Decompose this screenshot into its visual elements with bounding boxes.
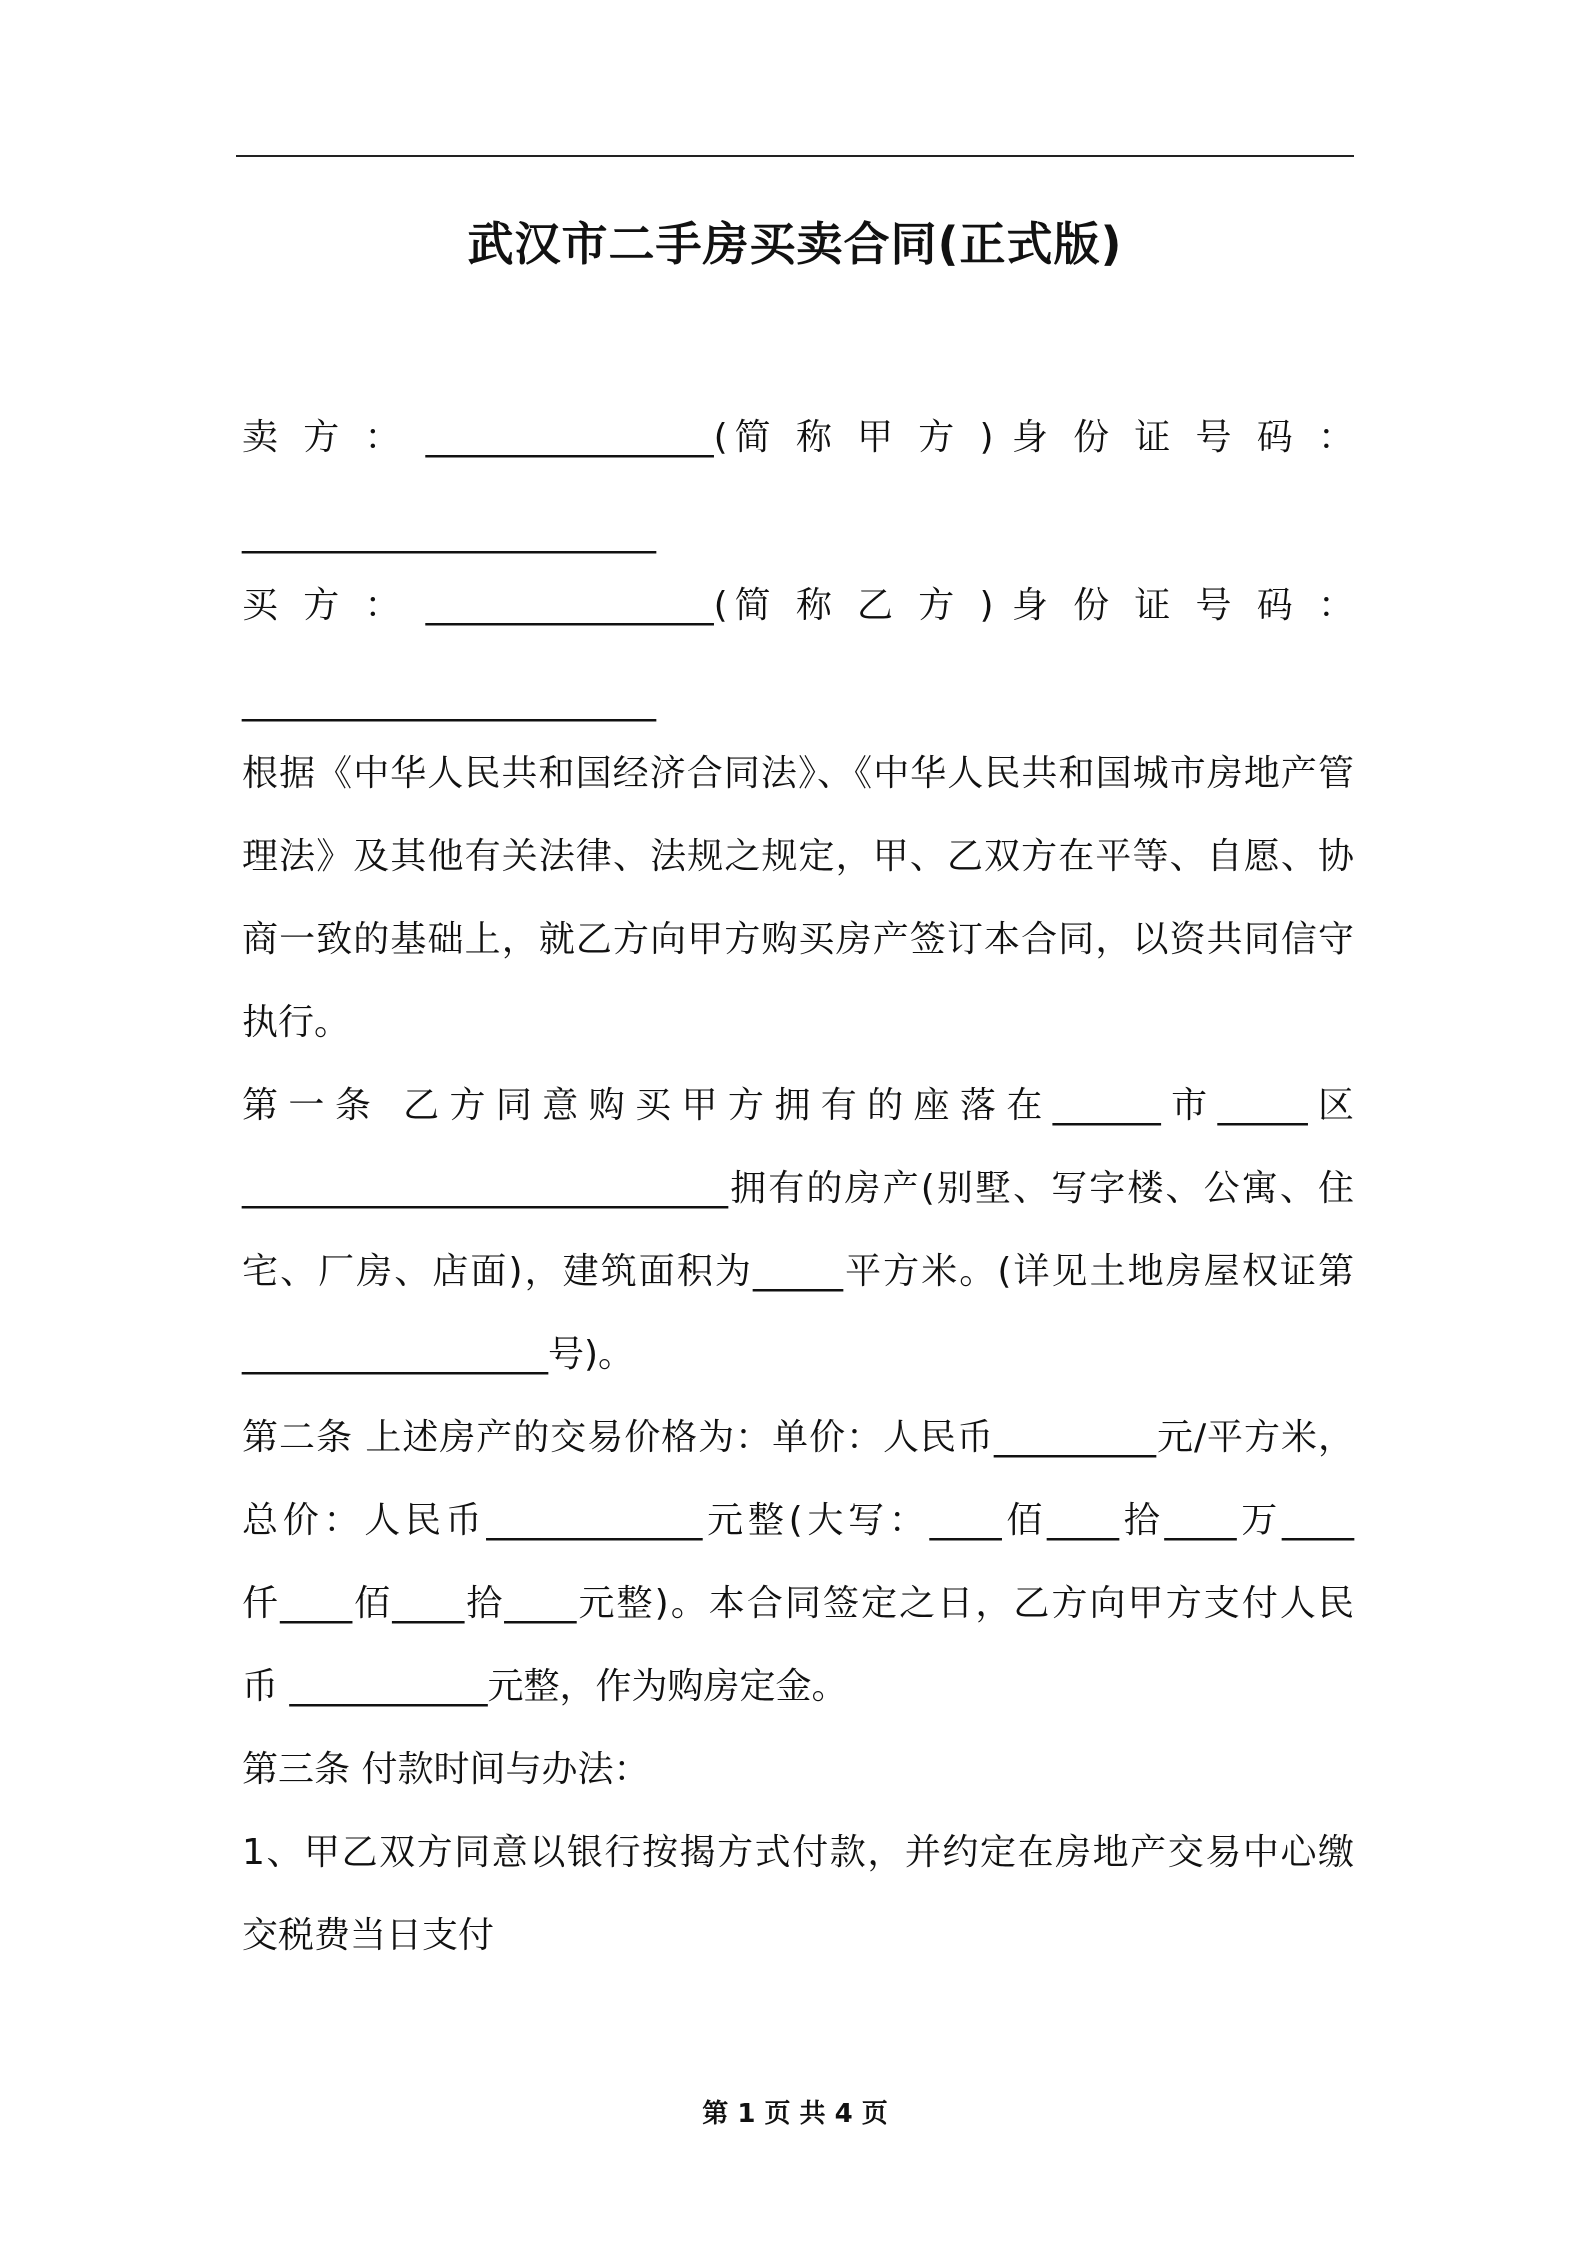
- document-title: 武汉市二手房买卖合同(正式版): [467, 217, 1123, 271]
- article-2-line: 仟____佰____拾____元整)。本合同签定之日，乙方向甲方支付人民: [242, 1583, 1354, 1624]
- article-2-line: 币 ___________元整，作为购房定金。: [242, 1666, 848, 1707]
- article-1-line: 宅、厂房、店面)，建筑面积为_____平方米。(详见土地房屋权证第: [242, 1251, 1354, 1292]
- paragraph-line: 根据《中华人民共和国经济合同法》、《中华人民共和国城市房地产管: [242, 753, 1354, 794]
- article-3-heading: 第三条 付款时间与办法：: [242, 1749, 650, 1790]
- paragraph-line: 执行。: [242, 1002, 351, 1043]
- seller-id-blank: _______________________: [242, 513, 656, 554]
- article-2-line: 第二条 上述房产的交易价格为：单价：人民币_________元/平方米，: [242, 1417, 1354, 1458]
- article-3-line: 1、甲乙双方同意以银行按揭方式付款，并约定在房地产交易中心缴: [242, 1832, 1354, 1873]
- article-1-line: ___________________________拥有的房产(别墅、写字楼、公寓、住: [242, 1168, 1354, 1209]
- paragraph-line: 商一致的基础上，就乙方向甲方购买房产签订本合同，以资共同信守: [242, 919, 1354, 960]
- page-number: 第 1 页 共 4 页: [702, 2099, 888, 2129]
- article-3-line: 交税费当日支付: [242, 1915, 495, 1956]
- article-1-line: _________________号)。: [242, 1334, 635, 1375]
- header-rule: [236, 155, 1354, 157]
- article-2-line: 总价：人民币____________元整(大写：____佰____拾____万____: [242, 1500, 1354, 1541]
- article-1-line: 第一条 乙方同意购买甲方拥有的座落在______市_____区: [242, 1085, 1354, 1126]
- seller-line: 卖 方 ： ________________(简 称 甲 方 ) 身 份 证 号 码 ：: [242, 417, 1354, 458]
- paragraph-line: 理法》及其他有关法律、法规之规定，甲、乙双方在平等、自愿、协: [242, 836, 1354, 877]
- buyer-id-blank: _______________________: [242, 681, 656, 722]
- buyer-line: 买 方 ： ________________(简 称 乙 方 ) 身 份 证 号 码 ：: [242, 585, 1354, 626]
